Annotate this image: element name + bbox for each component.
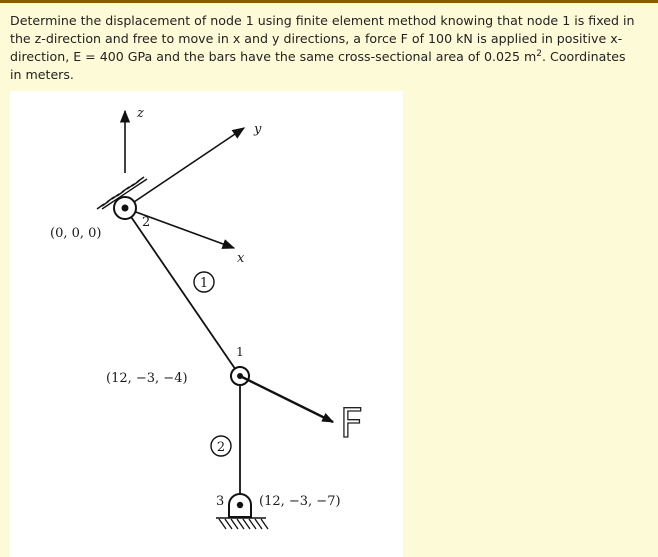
question-line-3-text: direction, E = 400 GPa and the bars have the same cross-sectional area of 0.025 m <box>10 49 537 64</box>
question-line-4: in meters. <box>10 67 74 82</box>
node1-label: 1 <box>236 345 244 359</box>
question-text <box>10 12 646 84</box>
element1-label: 1 <box>199 276 209 291</box>
force-arrow <box>240 376 333 422</box>
node2-label: 2 <box>142 215 151 230</box>
node2-pin <box>122 205 129 212</box>
y-axis-label: y <box>254 122 262 137</box>
y-axis <box>125 128 244 208</box>
top-border <box>0 0 658 3</box>
question-line-2: the z-direction and free to move in x and y directions, a force F of 100 kN is applied in positive x- <box>10 31 623 46</box>
element2-label: 2 <box>216 440 226 455</box>
element-1-bar <box>125 208 240 376</box>
z-axis-label: z <box>137 106 144 121</box>
question-line-3-end: . Coordinates <box>542 49 626 64</box>
question-line-1: Determine the displacement of node 1 using finite element method knowing that node 1 is fixed in <box>10 13 635 28</box>
node3-ground-hatch <box>219 519 268 529</box>
node3-pin <box>237 502 243 508</box>
node1-coordinates: (12, −3, −4) <box>106 371 188 386</box>
superscript-2: 2 <box>536 48 543 59</box>
x-axis-label: x <box>237 251 245 266</box>
node3-coordinates: (12, −3, −7) <box>259 494 341 509</box>
node2-coordinates: (0, 0, 0) <box>50 226 102 241</box>
truss-figure <box>10 91 403 557</box>
truss-diagram <box>10 91 403 557</box>
question-line-3 <box>10 48 646 66</box>
node3-label: 3 <box>216 494 225 509</box>
force-label: F <box>340 401 364 447</box>
